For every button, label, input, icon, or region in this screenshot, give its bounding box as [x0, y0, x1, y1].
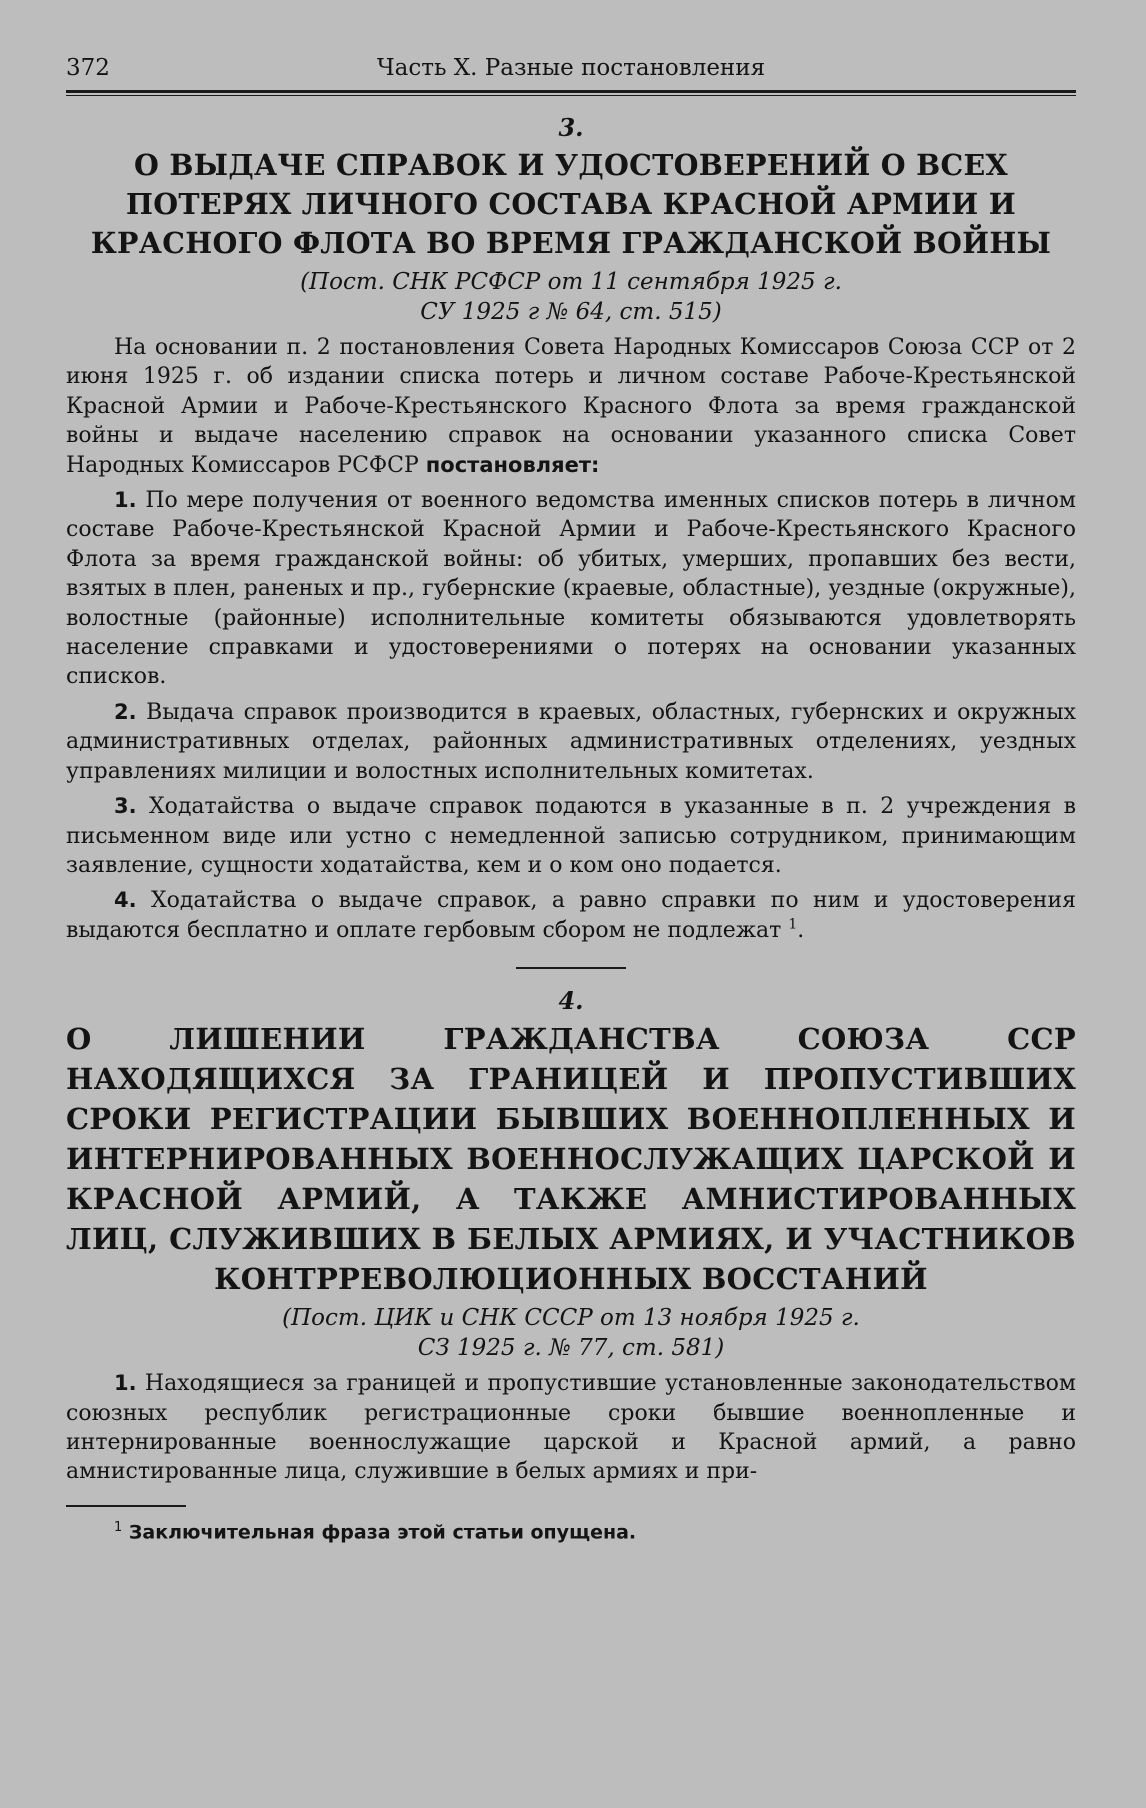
source-line-1: (Пост. СНК РСФСР от 11 сентября 1925 г.	[300, 269, 842, 295]
article-item	[66, 698, 1076, 786]
item-text: Ходатайства о выдаче справок подаются в указанные в п. 2 учреждения в письменном виде или устно с немедленной записью сотрудником, принимающим заявление, сущности ходатайства, кем и о ком оно подается.	[66, 794, 1076, 878]
source-citation	[66, 267, 1076, 327]
preamble	[66, 333, 1076, 480]
section-3	[66, 112, 1076, 945]
item-end: .	[797, 917, 805, 943]
header-rule	[66, 90, 1076, 96]
footnote-mark: 1	[114, 1519, 123, 1535]
source-citation	[66, 1303, 1076, 1363]
item-number: 1.	[114, 488, 137, 513]
item-text: Ходатайства о выдаче справок, а равно справки по ним и удостоверения выдаются бесплатно и оплате гербовым сбором не подлежат	[66, 888, 1076, 943]
preamble-keyword: постановляет:	[425, 452, 600, 477]
page-number: 372	[66, 55, 110, 81]
item-text: Находящиеся за границей и пропустившие установленные законодательством союзных республик регистрационные сроки бывшие военнопленные и интернированные военнослужащие царской и Красной армий, а равно амнистированные лица, служившие в белых армиях и при-	[66, 1371, 1076, 1485]
source-line-1: (Пост. ЦИК и СНК СССР от 13 ноября 1925 г.	[282, 1305, 860, 1332]
section-number: 3.	[558, 113, 584, 142]
source-line-2: СЗ 1925 г. № 77, ст. 581)	[417, 1335, 725, 1362]
item-text: По мере получения от военного ведомства именных списков потерь в личном составе Рабоче-Крестьянской Красной Армии и Рабоче-Крестьянского Красного Флота за время гражданской войны: об убитых, умерших, пропавших без вести, взятых в плен, раненых и пр., губернские (краевые, областные), уездные (окружные), волостные (районные) исполнительные комитеты обязываются удовлетворять население справками и удостоверениями о потерях на основании указанных списков.	[66, 488, 1076, 690]
article-item	[66, 1369, 1076, 1487]
item-number: 2.	[114, 699, 137, 724]
footnote-rule	[66, 1505, 186, 1507]
source-line-2: СУ 1925 г № 64, ст. 515)	[420, 299, 722, 325]
article-item	[66, 792, 1076, 880]
item-text: Выдача справок производится в краевых, областных, губернских и окружных административных отделах, районных административных отделениях, уездных управлениях милиции и волостных исполнительных комитетах.	[66, 699, 1076, 784]
item-number: 3.	[114, 794, 137, 819]
footnote-ref: 1	[788, 916, 798, 933]
section-number: 4.	[558, 986, 584, 1016]
section-divider	[516, 967, 626, 969]
item-number: 4.	[114, 888, 137, 913]
section-4	[66, 985, 1076, 1487]
section-title: О ВЫДАЧЕ СПРАВОК И УДОСТОВЕРЕНИЙ О ВСЕХ ПОТЕРЯХ ЛИЧНОГО СОСТАВА КРАСНОЙ АРМИИ И КРАСНОГО ФЛОТА ВО ВРЕМЯ ГРАЖДАНСКОЙ ВОЙНЫ	[90, 148, 1052, 260]
footnote-text: Заключительная фраза этой статьи опущена.	[122, 1521, 637, 1544]
section-title: О ЛИШЕНИИ ГРАЖДАНСТВА СОЮЗА ССР НАХОДЯЩИХСЯ ЗА ГРАНИЦЕЙ И ПРОПУСТИВШИХ СРОКИ РЕГИСТРАЦИИ БЫВШИХ ВОЕННОПЛЕННЫХ И ИНТЕРНИРОВАННЫХ ВОЕННОСЛУЖАЩИХ ЦАРСКОЙ И КРАСНОЙ АРМИЙ, А ТАКЖЕ АМНИСТИРОВАННЫХ ЛИЦ, СЛУЖИВШИХ В БЕЛЫХ АРМИЯХ, И УЧАСТНИКОВ КОНТРРЕВОЛЮЦИОННЫХ ВОССТАНИЙ	[66, 1022, 1076, 1297]
running-title: Часть X. Разные постановления	[376, 55, 766, 81]
preamble-text: На основании п. 2 постановления Совета Народных Комиссаров Союза ССР от 2 июня 1925 г. об издании списка потерь и личном составе Рабоче-Крестьянской Красной Армии и Рабоче-Крестьянского Красного Флота за время гражданской войны и выдаче населению справок на основании указанного списка Совет Народных Комиссаров РСФСР	[66, 335, 1076, 478]
item-number: 1.	[114, 1371, 137, 1396]
footnote	[66, 1515, 1076, 1545]
running-head	[66, 48, 1076, 88]
article-item	[66, 486, 1076, 692]
article-item	[66, 886, 1076, 945]
